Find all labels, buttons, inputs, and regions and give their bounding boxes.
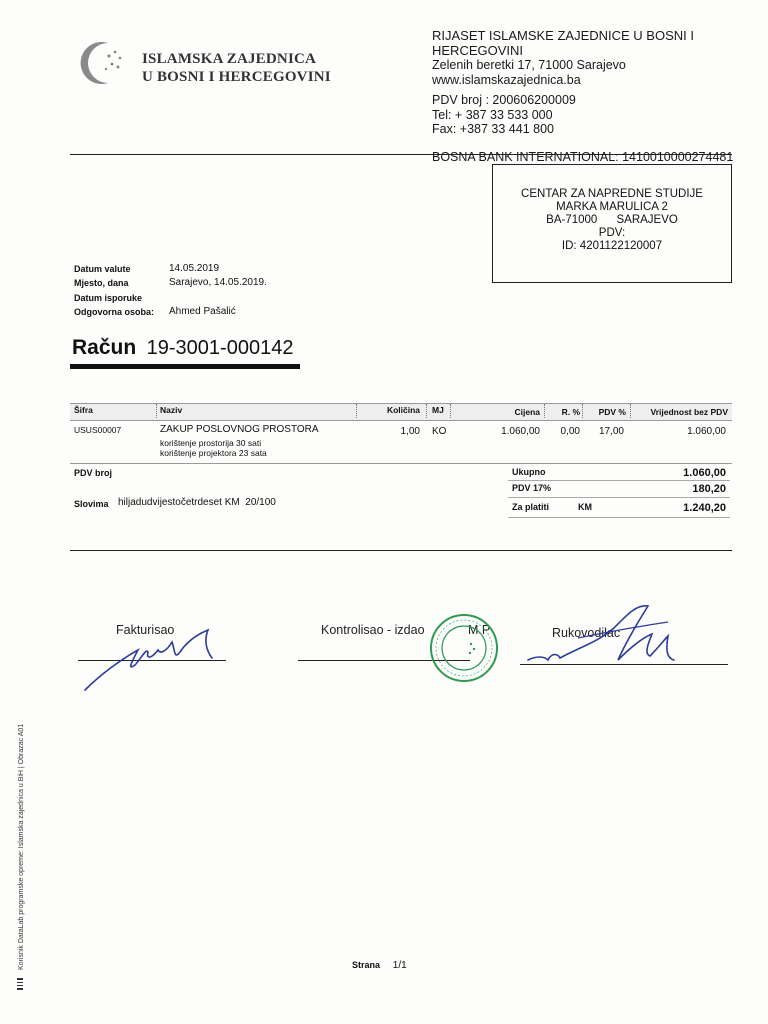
issuer-fax: Fax: +387 33 441 800 <box>432 122 554 136</box>
issuer-vat: PDV broj : 200606200009 <box>432 93 576 107</box>
row-price: 1.060,00 <box>501 426 540 437</box>
col-separator <box>356 404 357 418</box>
row-detail-1: korištenje prostorija 30 sati <box>160 438 262 448</box>
issuer-address: Zelenih beretki 17, 71000 Sarajevo <box>432 58 626 72</box>
vat-total-rule <box>508 497 730 498</box>
responsible-label: Odgovorna osoba: <box>74 307 155 317</box>
row-value: 1.060,00 <box>687 426 726 437</box>
payable-value: 1.240,20 <box>683 502 726 514</box>
logo-text <box>142 50 331 86</box>
col-separator <box>156 404 157 418</box>
col-separator <box>630 404 631 418</box>
page-number: 1/1 <box>392 960 407 971</box>
row-vat: 17,00 <box>598 426 624 437</box>
col-name: Naziv <box>160 405 183 415</box>
page-label: Strana <box>352 960 381 970</box>
page-indicator <box>352 960 407 971</box>
amount-in-words: hiljadudvijestočetrdeset KM 20/100 <box>118 497 276 508</box>
issuer-name: RIJASET ISLAMSKE ZAJEDNICE U BOSNI I HERCEGOVINI <box>432 28 694 58</box>
col-code: Šifra <box>74 405 93 415</box>
row-qty: 1,00 <box>400 426 420 437</box>
crescent-star-icon <box>78 38 138 88</box>
due-date-label: Datum valute <box>74 264 131 274</box>
delivery-date-label: Datum isporuke <box>74 293 143 303</box>
stamp-place-label: M.P <box>468 623 491 637</box>
invoiced-by-label: Fakturisao <box>116 623 175 637</box>
due-date-value: 14.05.2019 <box>169 263 220 274</box>
subtotal-value: 1.060,00 <box>683 467 726 479</box>
issuer-block <box>432 29 752 164</box>
invoice-title-underline <box>70 364 300 369</box>
vat-total-label: PDV 17% <box>512 483 552 493</box>
col-separator <box>544 404 545 418</box>
vat-total-value: 180,20 <box>692 483 726 495</box>
logo <box>78 38 138 88</box>
col-discount: R. % <box>561 407 580 417</box>
col-separator <box>450 404 451 418</box>
col-vat: PDV % <box>598 407 626 417</box>
controlled-by-label: Kontrolisao - izdao <box>321 623 425 637</box>
issuer-bank: BOSNA BANK INTERNATIONAL: 1410010000274481 <box>432 149 734 164</box>
totals-divider <box>70 463 732 464</box>
payable-rule <box>508 517 730 518</box>
row-code: USUS00007 <box>74 425 122 435</box>
recipient-box <box>492 164 732 283</box>
manager-signature <box>518 598 688 678</box>
col-qty: Količina <box>386 405 420 415</box>
official-stamp <box>428 612 500 684</box>
col-separator <box>426 404 427 418</box>
amount-in-words-label: Slovima <box>74 499 109 509</box>
recipient-street: MARKA MARULICA 2 <box>556 201 668 213</box>
side-marker <box>17 978 23 990</box>
col-price: Cijena <box>514 407 540 417</box>
row-unit: KO <box>432 426 447 437</box>
col-unit: MJ <box>432 405 444 415</box>
responsible-value: Ahmed Pašalić <box>169 306 236 317</box>
row-detail-2: korištenje projektora 23 sata <box>160 448 267 458</box>
logo-line-2: U BOSNI I HERCEGOVINI <box>142 69 331 85</box>
totals-bottom-divider <box>70 550 732 551</box>
header-divider <box>70 154 732 155</box>
logo-line-1: ISLAMSKA ZAJEDNICA <box>142 51 317 67</box>
invoice-number: 19-3001-000142 <box>146 337 294 359</box>
payable-currency: KM <box>578 502 592 512</box>
vat-number-label: PDV broj <box>74 468 113 478</box>
payable-label: Za platiti <box>512 502 550 512</box>
recipient-city: BA-71000 SARAJEVO <box>546 214 678 226</box>
invoice-title <box>72 336 293 360</box>
recipient-name: CENTAR ZA NAPREDNE STUDIJE <box>521 188 703 200</box>
place-date-value: Sarajevo, 14.05.2019. <box>169 277 267 288</box>
side-note: Korisnik DataLab programske opreme: Islamska zajednica u BiH | Obrazac A01 <box>18 723 25 970</box>
recipient-id: ID: 4201122120007 <box>561 240 663 252</box>
row-name: ZAKUP POSLOVNOG PROSTORA <box>160 424 319 435</box>
place-date-label: Mjesto, dana <box>74 278 129 288</box>
invoice-title-word: Račun <box>72 336 137 359</box>
subtotal-label: Ukupno <box>512 467 546 477</box>
issuer-tel: Tel: + 387 33 533 000 <box>432 107 553 122</box>
manager-label: Rukovodilac <box>552 626 621 640</box>
row-discount: 0,00 <box>560 426 580 437</box>
invoiced-by-signature <box>80 620 230 700</box>
col-separator <box>582 404 583 418</box>
subtotal-rule <box>508 480 730 481</box>
issuer-website: www.islamskazajednica.ba <box>432 72 581 87</box>
col-value: Vrijednost bez PDV <box>650 407 728 417</box>
recipient-vat: PDV: <box>598 227 626 239</box>
